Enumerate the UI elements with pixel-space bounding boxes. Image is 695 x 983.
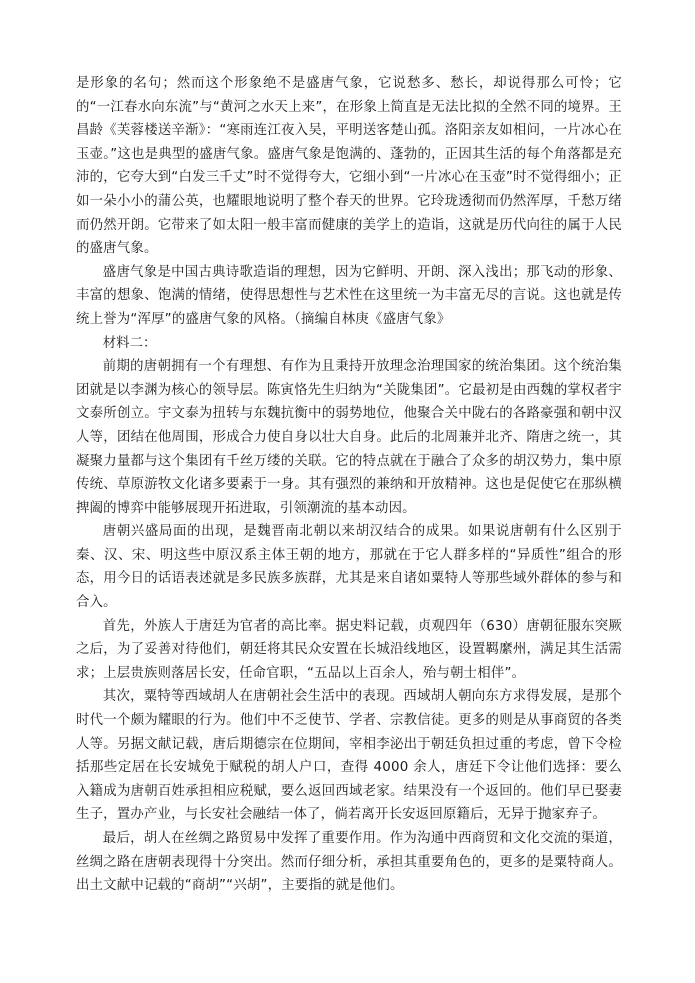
document-page	[76, 72, 622, 898]
material-two-paragraph-4: 其次，粟特等西域胡人在唐朝社会生活中的表现。西域胡人朝向东方求得发展，是那个时代一个颇为耀眼的行为。他们中不乏使节、学者、宗教信徒。更多的则是从事商贸的各类人等。另据文献记载，唐后期德宗在位期间，宰相李泌出于朝廷负担过重的考虑，曾下令检括那些定居在长安城免于赋税的胡人户口，查得 4000 余人，唐廷下令让他们选择：要么入籍成为唐朝百姓承担相应税赋，要么返回西域老家。结果没有一个返回的。他们早已娶妻生子，置办产业，与长安社会融结一体了，倘若离开长安返回原籍后，无异于抛家弃子。	[76, 689, 622, 823]
material-two-paragraph-3: 首先，外族人于唐廷为官者的高比率。据史料记载，贞观四年（630）唐朝征服东突厥之后，为了妥善对待他们，朝廷将其民众安置在长城沿线地区，设置羁縻州，满足其生活需求；上层贵族则落居长安，任命官职，“五品以上百余人，殆与朝士相伴”。	[76, 618, 622, 681]
material-one-paragraph-2: 盛唐气象是中国古典诗歌造诣的理想，因为它鲜明、开朗、深入浅出；那飞动的形象、丰富的想象、饱满的情绪，使得思想性与艺术性在这里统一为丰富无尽的言说。这也就是传统上誉为“浑厚”的盛唐气象的风格。（摘编自林庚《盛唐气象》	[76, 264, 622, 327]
material-one-paragraph-1: 是形象的名句；然而这个形象绝不是盛唐气象，它说愁多、愁长，却说得那么可怜；它的“一江春水向东流”与“黄河之水天上来”，在形象上简直是无法比拟的全然不同的境界。王昌龄《芙蓉楼送辛渐》：“寒雨连江夜入吴，平明送客楚山孤。洛阳亲友如相问，一片冰心在玉壶。”这也是典型的盛唐气象。盛唐气象是饱满的、蓬勃的，正因其生活的每个角落都是充沛的，它夸大到“白发三千丈”时不觉得夸大，它细小到“一片冰心在玉壶”时不觉得细小；正如一朵小小的蒲公英，也耀眼地说明了整个春天的世界。它玲珑透彻而仍然浑厚，千愁万绪而仍然开朗。它带来了如太阳一般丰富而健康的美学上的造诣，这就是历代向往的属于人民的盛唐气象。	[76, 76, 622, 257]
material-two-heading: 材料二：	[102, 335, 157, 351]
material-two-paragraph-1: 前期的唐朝拥有一个有理想、有作为且秉持开放理念治理国家的统治集团。这个统治集团就是以李渊为核心的领导层。陈寅恪先生归纳为“关陇集团”。它最初是由西魏的掌权者宇文泰所创立。宇文泰为扭转与东魏抗衡中的弱势地位，他聚合关中陇右的各路豪强和朝中汉人等，团结在他周围，形成合力使自身以壮大自身。此后的北周兼并北齐、隋唐之统一，其凝聚力量都与这个集团有千丝万缕的关联。它的特点就在于融合了众多的胡汉势力，集中原传统、草原游牧文化诸多要素于一身。其有强烈的兼纳和开放精神。这也是促使它在那纵横捭阖的博弈中能够展现开拓进取，引领潮流的基本动因。	[76, 359, 622, 516]
material-two-paragraph-2: 唐朝兴盛局面的出现，是魏晋南北朝以来胡汉结合的成果。如果说唐朝有什么区别于秦、汉、宋、明这些中原汉系主体王朝的地方，那就在于它人群多样的“异质性”组合的形态，用今日的话语表述就是多民族多族群，尤其是来自诸如粟特人等那些域外群体的参与和合入。	[76, 524, 622, 611]
material-two-paragraph-5: 最后，胡人在丝绸之路贸易中发挥了重要作用。作为沟通中西商贸和文化交流的渠道，丝绸之路在唐朝表现得十分突出。然而仔细分析，承担其重要角色的，更多的是粟特商人。出土文献中记载的“商胡”“兴胡”，主要指的就是他们。	[76, 831, 622, 894]
